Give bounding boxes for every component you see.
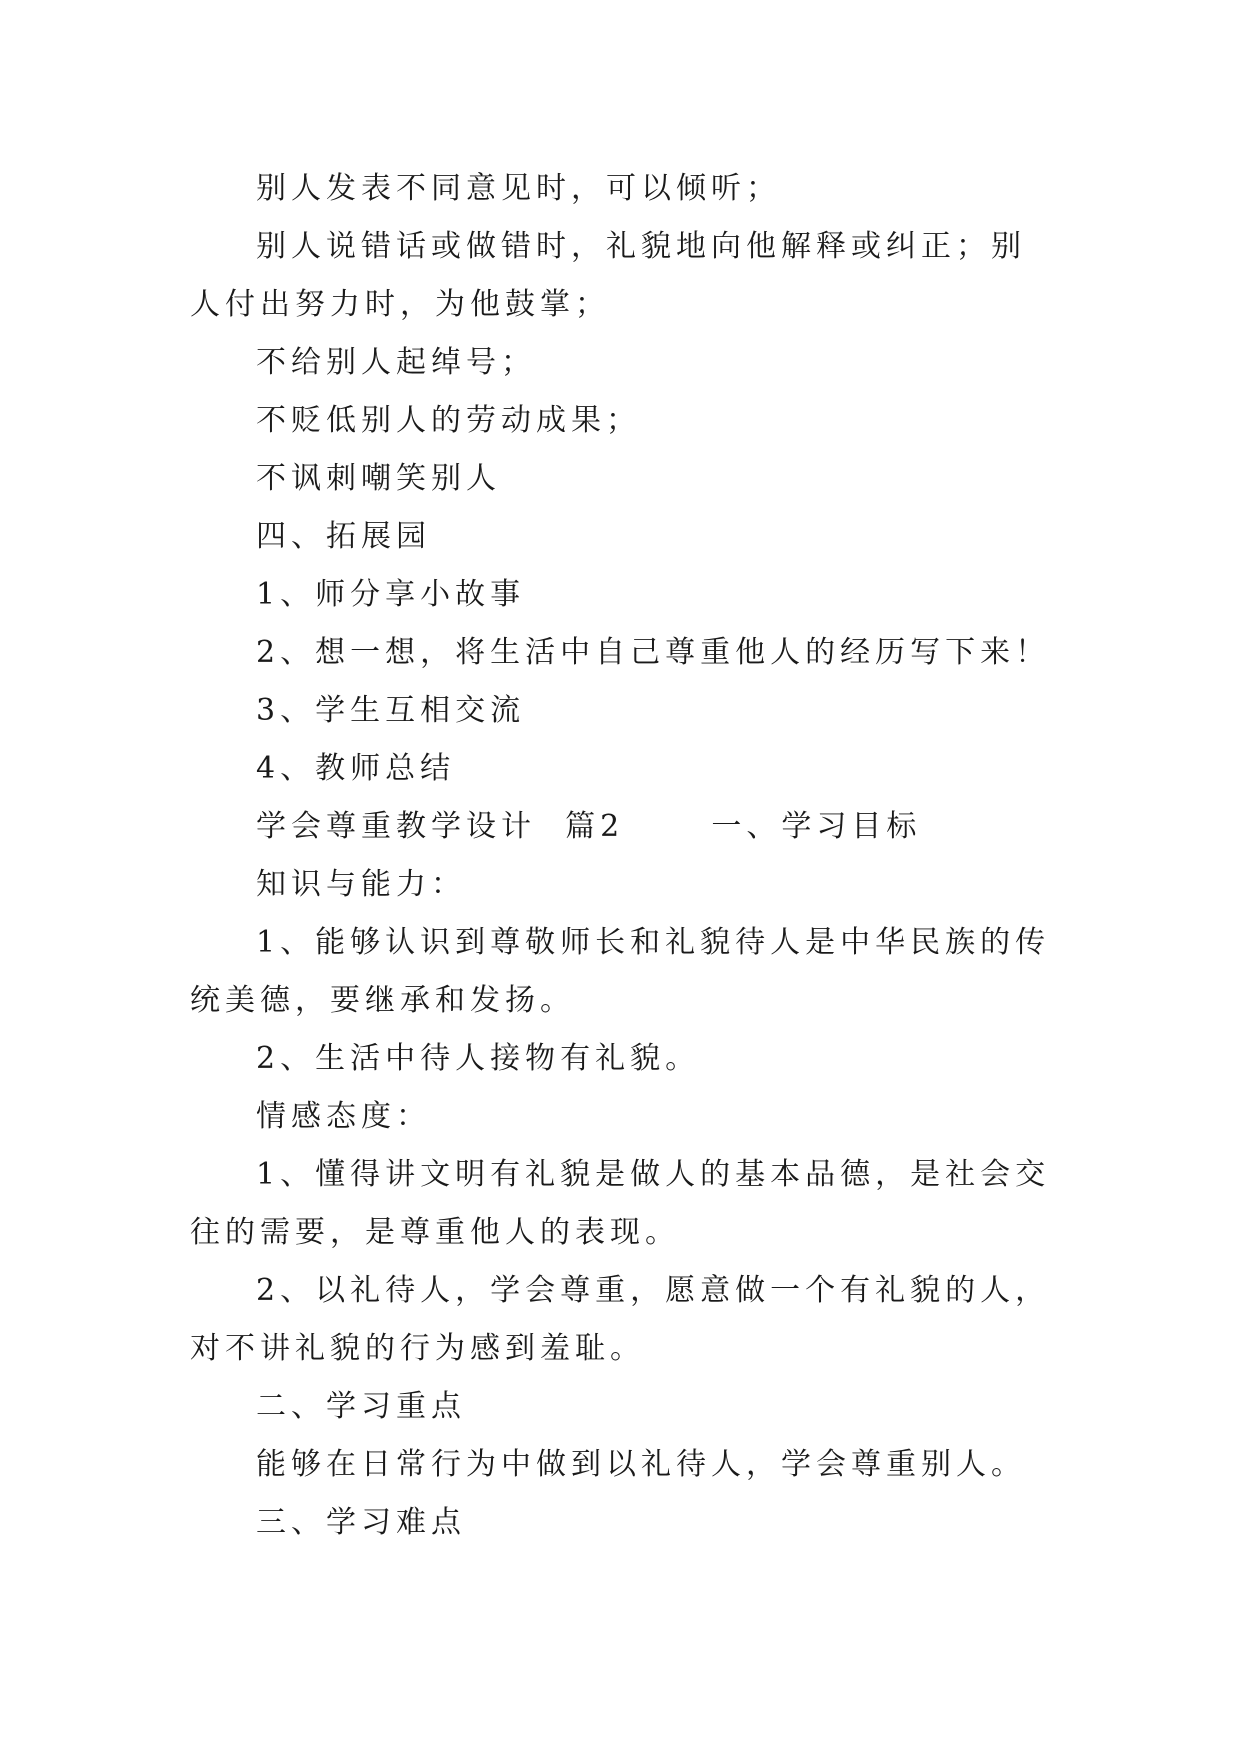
subheading-knowledge-ability: 知识与能力： (256, 867, 466, 902)
section-heading-key-points: 二、学习重点 (256, 1389, 466, 1424)
paragraph-no-nicknames: 不给别人起绰号； (256, 345, 536, 380)
list-item-summary: 4、教师总结 (256, 751, 456, 786)
list-item-civility-quality: 1、懂得讲文明有礼貌是做人的基本品德，是社会交往的需要，是尊重他人的表现。 (190, 1157, 1051, 1250)
section-heading-part2-goals: 学会尊重教学设计 篇2 一、学习目标 (256, 809, 922, 844)
paragraph-correct-applaud: 别人说错话或做错时，礼貌地向他解释或纠正；别人付出努力时，为他鼓掌； (190, 229, 1026, 322)
list-item-write: 2、想一想，将生活中自己尊重他人的经历写下来！ (256, 635, 1051, 670)
list-item-exchange: 3、学生互相交流 (256, 693, 526, 728)
list-item-courtesy-shame: 2、以礼待人，学会尊重，愿意做一个有礼貌的人，对不讲礼貌的行为感到羞耻。 (190, 1273, 1051, 1366)
document-body (190, 160, 1056, 1552)
subheading-emotion-attitude: 情感态度： (256, 1099, 431, 1134)
paragraph-listen: 别人发表不同意见时，可以倾听； (256, 171, 781, 206)
list-item-polite-life: 2、生活中待人接物有礼貌。 (256, 1041, 701, 1076)
paragraph-no-mock: 不讽刺嘲笑别人 (256, 461, 501, 496)
paragraph-key-point: 能够在日常行为中做到以礼待人，学会尊重别人。 (256, 1447, 1026, 1482)
list-item-story: 1、师分享小故事 (256, 577, 526, 612)
paragraph-no-belittle: 不贬低别人的劳动成果； (256, 403, 641, 438)
section-heading-difficulties: 三、学习难点 (256, 1505, 466, 1540)
list-item-respect-tradition: 1、能够认识到尊敬师长和礼貌待人是中华民族的传统美德，要继承和发扬。 (190, 925, 1051, 1018)
section-heading-extension: 四、拓展园 (256, 519, 431, 554)
